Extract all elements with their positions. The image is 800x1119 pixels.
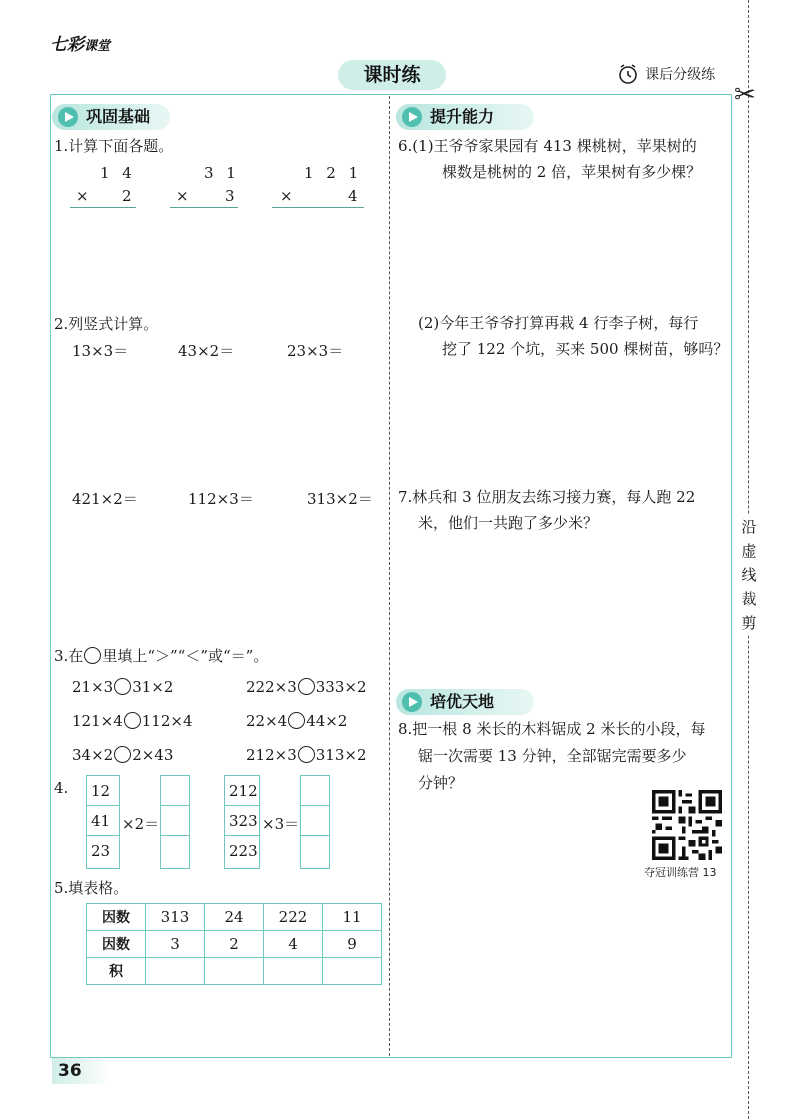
level-label: 课后分级练 (645, 67, 716, 83)
q2-expr-6: 313×2＝ (307, 490, 373, 508)
table-cell: 2 (205, 931, 264, 958)
q6-part1-line1: 6.(1)王爷爷家果园有 413 棵桃树，苹果树的 (398, 137, 697, 155)
section-excellence (396, 689, 534, 715)
table-cell: 11 (323, 904, 382, 931)
section-advanced (396, 104, 534, 130)
q1-item3-op: × (280, 187, 293, 205)
page-number: 36 (52, 1058, 112, 1084)
q3-title-a: 3.在 (54, 647, 84, 665)
q3-pair-5-right: 2×43 (132, 746, 174, 764)
circle-blank (84, 647, 101, 664)
answer-cell[interactable] (301, 776, 329, 806)
section-basic (52, 104, 170, 130)
q4-label: 4. (54, 779, 69, 797)
q6-part2-line1: (2)今年王爷爷打算再栽 4 行李子树，每行 (418, 314, 699, 332)
q3-pair-5-left: 34×2 (72, 746, 114, 764)
answer-cell[interactable] (161, 776, 189, 806)
q4-group2-answers[interactable] (300, 775, 330, 869)
brand-logo (50, 30, 110, 55)
q3-pair-4-left: 22×4 (246, 712, 288, 730)
section-basic-label: 巩固基础 (86, 107, 151, 126)
q1-item2-top: 3 1 (204, 164, 240, 182)
table-cell: 313 (146, 904, 205, 931)
q1-item1-line (70, 207, 136, 208)
answer-cell[interactable] (146, 958, 205, 985)
section-excellence-label: 培优天地 (430, 692, 495, 711)
q7-line1: 7.林兵和 3 位朋友去练习接力赛，每人跑 22 (398, 488, 696, 506)
q4-g1-value: 12 (87, 776, 119, 806)
table-cell: 9 (323, 931, 382, 958)
page-title: 课时练 (338, 60, 446, 90)
compare-circle[interactable] (288, 712, 305, 729)
q6-part1-line2: 棵数是桃树的 2 倍，苹果树有多少棵？ (442, 163, 702, 181)
table-cell: 4 (264, 931, 323, 958)
q2-expr-1: 13×3＝ (72, 342, 129, 360)
table-row (87, 931, 382, 958)
answer-cell[interactable] (161, 806, 189, 836)
q3-pair-6-right: 313×2 (315, 746, 367, 764)
q4-g1-value: 41 (87, 806, 119, 836)
row-label: 因数 (87, 931, 146, 958)
answer-cell[interactable] (301, 806, 329, 836)
q1-item1-op: × (76, 187, 89, 205)
q3-pair-3[interactable] (72, 712, 193, 730)
compare-circle[interactable] (298, 678, 315, 695)
q7-line2: 米，他们一共跑了多少米？ (418, 514, 599, 532)
q2-expr-5: 112×3＝ (188, 490, 254, 508)
qr-caption: 夺冠训练营 13 (644, 866, 717, 879)
table-cell: 24 (205, 904, 264, 931)
compare-circle[interactable] (124, 712, 141, 729)
scissors-icon: ✂ (734, 80, 756, 110)
answer-cell[interactable] (205, 958, 264, 985)
section-advanced-label: 提升能力 (430, 107, 495, 126)
q3-pair-3-right: 112×4 (141, 712, 193, 730)
cut-label: 沿虚线裁剪 (738, 515, 760, 635)
play-icon (58, 107, 78, 127)
q4-group1-op: ×2＝ (122, 815, 160, 833)
q3-pair-4[interactable] (246, 712, 347, 730)
q1-item2-bottom: 3 (225, 187, 235, 205)
q3-pair-6[interactable] (246, 746, 367, 764)
q2-expr-2: 43×2＝ (178, 342, 235, 360)
answer-cell[interactable] (301, 836, 329, 866)
q2-expr-3: 23×3＝ (287, 342, 344, 360)
table-cell: 3 (146, 931, 205, 958)
answer-cell[interactable] (161, 836, 189, 866)
q3-title-b: 里填上“＞”“＜”或“＝”。 (102, 647, 269, 665)
q1-item2-line (170, 207, 238, 208)
q4-group2-op: ×3＝ (262, 815, 300, 833)
row-label: 因数 (87, 904, 146, 931)
play-icon (402, 107, 422, 127)
q1-item1-top: 1 4 (100, 164, 136, 182)
q8-line2: 锯一次需要 13 分钟，全部锯完需要多少 (418, 747, 687, 765)
qr-code-icon[interactable] (652, 790, 722, 860)
level-badge (616, 62, 715, 86)
q3-pair-1-right: 31×2 (132, 678, 174, 696)
compare-circle[interactable] (114, 746, 131, 763)
compare-circle[interactable] (114, 678, 131, 695)
q4-g1-value: 23 (91, 842, 111, 860)
q1-item3-top: 1 2 1 (304, 164, 363, 182)
q1-item3-line (272, 207, 364, 208)
q4-group1-answers[interactable] (160, 775, 190, 869)
q8-line1: 8.把一根 8 米长的木料锯成 2 米长的小段，每 (398, 720, 706, 738)
q3-pair-4-right: 44×2 (306, 712, 348, 730)
q4-g2-value: 323 (225, 806, 259, 836)
compare-circle[interactable] (298, 746, 315, 763)
alarm-clock-icon (616, 62, 640, 86)
table-cell: 222 (264, 904, 323, 931)
q1-item2-op: × (176, 187, 189, 205)
q3-title (54, 646, 268, 666)
table-row (87, 904, 382, 931)
q3-pair-3-left: 121×4 (72, 712, 123, 730)
q5-title: 5.填表格。 (54, 879, 129, 897)
q3-pair-2[interactable] (246, 678, 367, 696)
answer-cell[interactable] (323, 958, 382, 985)
q4-g2-value: 223 (229, 842, 258, 860)
q8-line3: 分钟？ (418, 774, 464, 792)
q3-pair-6-left: 212×3 (246, 746, 297, 764)
brand-prefix: 七彩 (50, 35, 84, 55)
play-icon (402, 692, 422, 712)
q3-pair-1[interactable] (72, 678, 173, 696)
q3-pair-2-left: 222×3 (246, 678, 297, 696)
q6-part2-line2: 挖了 122 个坑，买来 500 棵树苗，够吗？ (442, 340, 729, 358)
q4-group2-values (224, 775, 260, 869)
q3-pair-5[interactable] (72, 746, 173, 764)
brand-suffix: 课堂 (84, 39, 111, 54)
q2-title: 2.列竖式计算。 (54, 315, 159, 333)
q2-expr-4: 421×2＝ (72, 490, 138, 508)
q1-item1-bottom: 2 (122, 187, 132, 205)
answer-cell[interactable] (264, 958, 323, 985)
q1-item3-bottom: 4 (348, 187, 358, 205)
q1-title: 1.计算下面各题。 (54, 137, 174, 155)
q4-group1-values (86, 775, 120, 869)
q3-pair-1-left: 21×3 (72, 678, 114, 696)
q5-table (86, 903, 382, 985)
row-label: 积 (87, 958, 146, 985)
column-divider (389, 96, 390, 1056)
q3-pair-2-right: 333×2 (315, 678, 367, 696)
table-row (87, 958, 382, 985)
q4-g2-value: 212 (225, 776, 259, 806)
